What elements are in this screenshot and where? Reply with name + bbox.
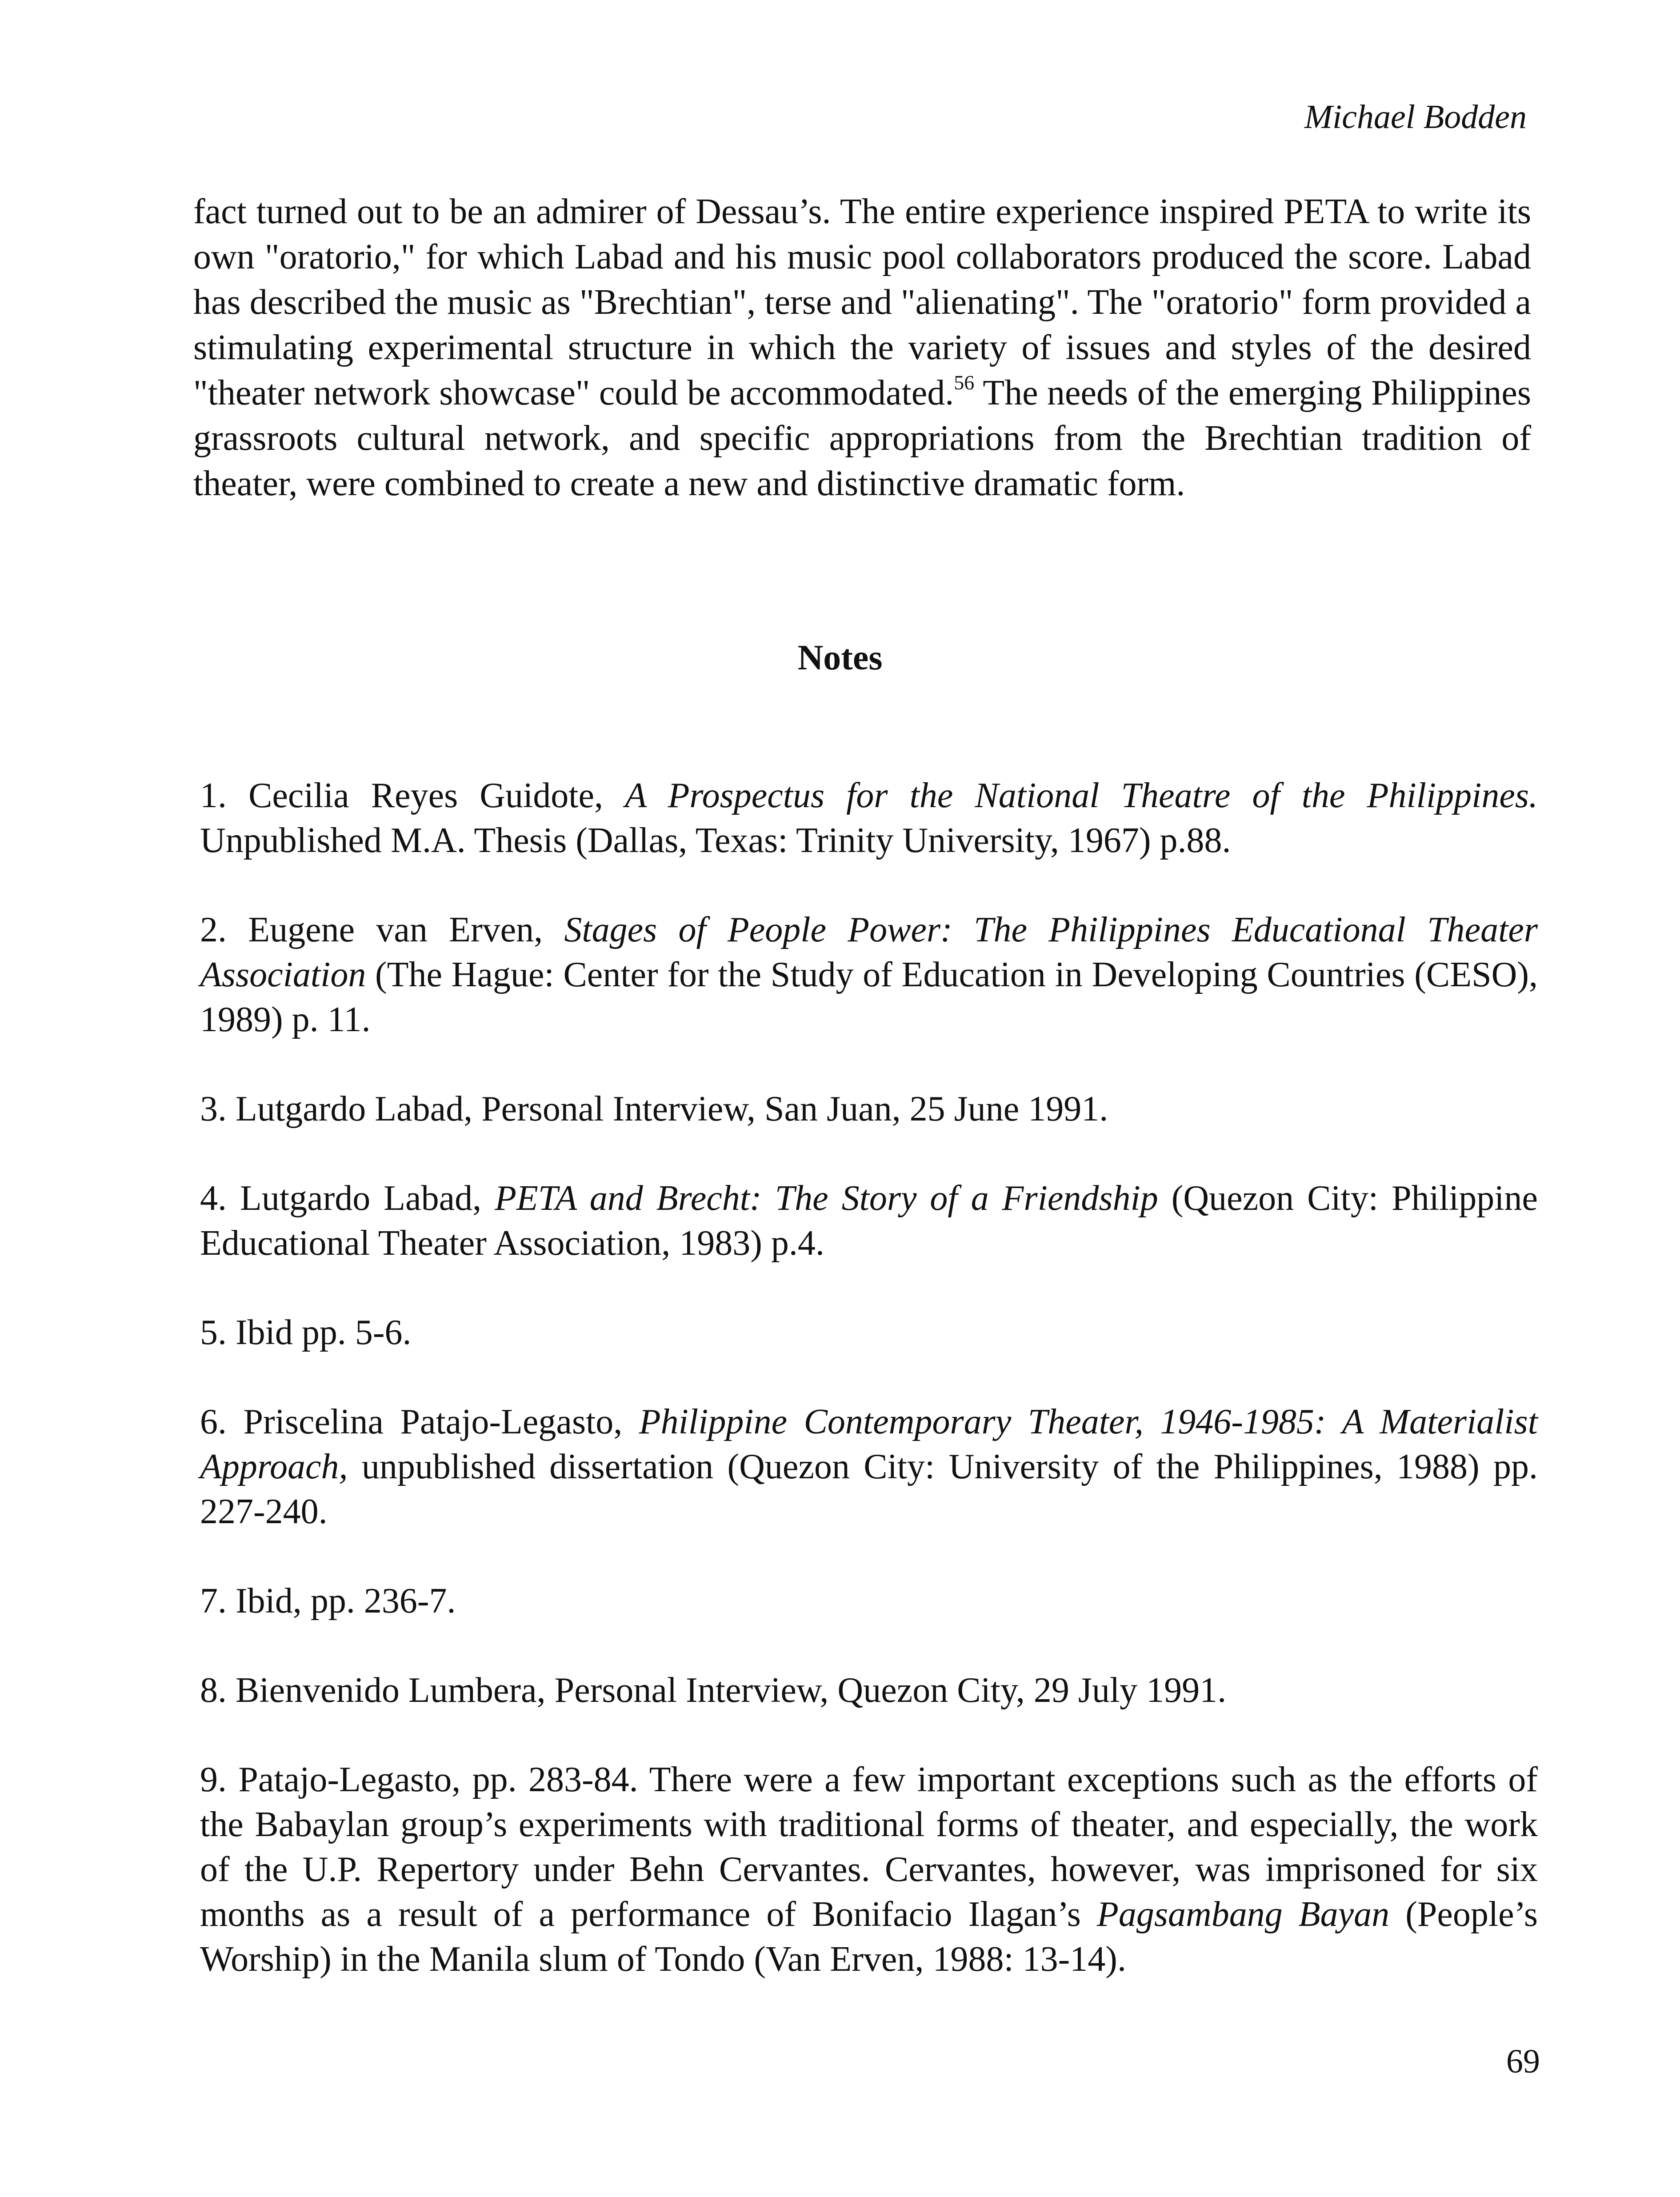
note-item bbox=[200, 1087, 1538, 1132]
note-item bbox=[200, 1310, 1538, 1355]
note-text: 7. Ibid, pp. 236-7. bbox=[200, 1581, 456, 1621]
page-number: 69 bbox=[1506, 2043, 1540, 2080]
note-text: (People’s Worship) in the Manila slum of Tondo (Van Erven, 1988: 13-14). bbox=[200, 1895, 1538, 1979]
note-text: (The Hague: Center for the Study of Education in Developing Countries (CESO), 1989) p. 11. bbox=[200, 955, 1538, 1039]
note-text: 5. Ibid pp. 5-6. bbox=[200, 1313, 412, 1352]
note-item bbox=[200, 773, 1538, 863]
note-text: 3. Lutgardo Labad, Personal Interview, San Juan, 25 June 1991. bbox=[200, 1089, 1108, 1129]
note-title: Pagsambang Bayan bbox=[1096, 1895, 1390, 1934]
note-text: 4. Lutgardo Labad, bbox=[200, 1179, 495, 1218]
note-text: 1. Cecilia Reyes Guidote, bbox=[200, 776, 625, 815]
note-text: Unpublished M.A. Thesis (Dallas, Texas: Trinity University, 1967) p.88. bbox=[200, 821, 1231, 860]
running-head-author: Michael Bodden bbox=[1304, 98, 1527, 136]
note-text: 9. Patajo-Legasto, pp. 283-84. There were a few important exceptions such as the efforts of the Babaylan group’s experiments with traditional forms of theater, and especially, the work of the U.P. Repertory under Behn Cervantes. Cervantes, however, was imprisoned for six months as a result of a performance of Bonifacio Ilagan’s bbox=[200, 1760, 1538, 1934]
notes-list bbox=[200, 773, 1538, 2026]
footnote-ref: 56 bbox=[954, 371, 975, 394]
note-title: Philippine Contemporary Theater, 1946-1985: A Materialist Approach, bbox=[200, 1402, 1538, 1486]
note-item bbox=[200, 1176, 1538, 1266]
note-title: A Prospectus for the National Theatre of the Philippines. bbox=[625, 776, 1538, 815]
body-paragraph bbox=[193, 189, 1531, 506]
note-text: 6. Priscelina Patajo-Legasto, bbox=[200, 1402, 639, 1441]
notes-heading: Notes bbox=[797, 638, 883, 677]
note-text: unpublished dissertation (Quezon City: University of the Philippines, 1988) pp. 227-240. bbox=[200, 1447, 1538, 1531]
note-item bbox=[200, 1668, 1538, 1713]
note-item bbox=[200, 1757, 1538, 1982]
note-item bbox=[200, 1400, 1538, 1534]
note-title: Stages of People Power: The Philippines Educational Theater Association bbox=[200, 910, 1538, 994]
note-title: PETA and Brecht: The Story of a Friendship bbox=[495, 1179, 1158, 1218]
note-item bbox=[200, 1579, 1538, 1624]
note-text: 2. Eugene van Erven, bbox=[200, 910, 564, 949]
note-text: (Quezon City: Philippine Educational Theater Association, 1983) p.4. bbox=[200, 1179, 1538, 1263]
note-text: 8. Bienvenido Lumbera, Personal Interview, Quezon City, 29 July 1991. bbox=[200, 1671, 1227, 1710]
body-text-1: fact turned out to be an admirer of Dessau’s. The entire experience inspired PETA to write its own "oratorio," for which Labad and his music pool collaborators produced the score. Labad has described the music as "Brechtian", terse and "alienating". The "oratorio" form provided a stimulating experimental structure in which the variety of issues and styles of the desired "theater network showcase" could be accommodated. bbox=[193, 192, 1531, 412]
body-text-2: The needs of the emerging Philippines grassroots cultural network, and specific appropriations from the Brechtian tradition of theater, were combined to create a new and distinctive dramatic form. bbox=[193, 373, 1531, 503]
note-item bbox=[200, 908, 1538, 1042]
